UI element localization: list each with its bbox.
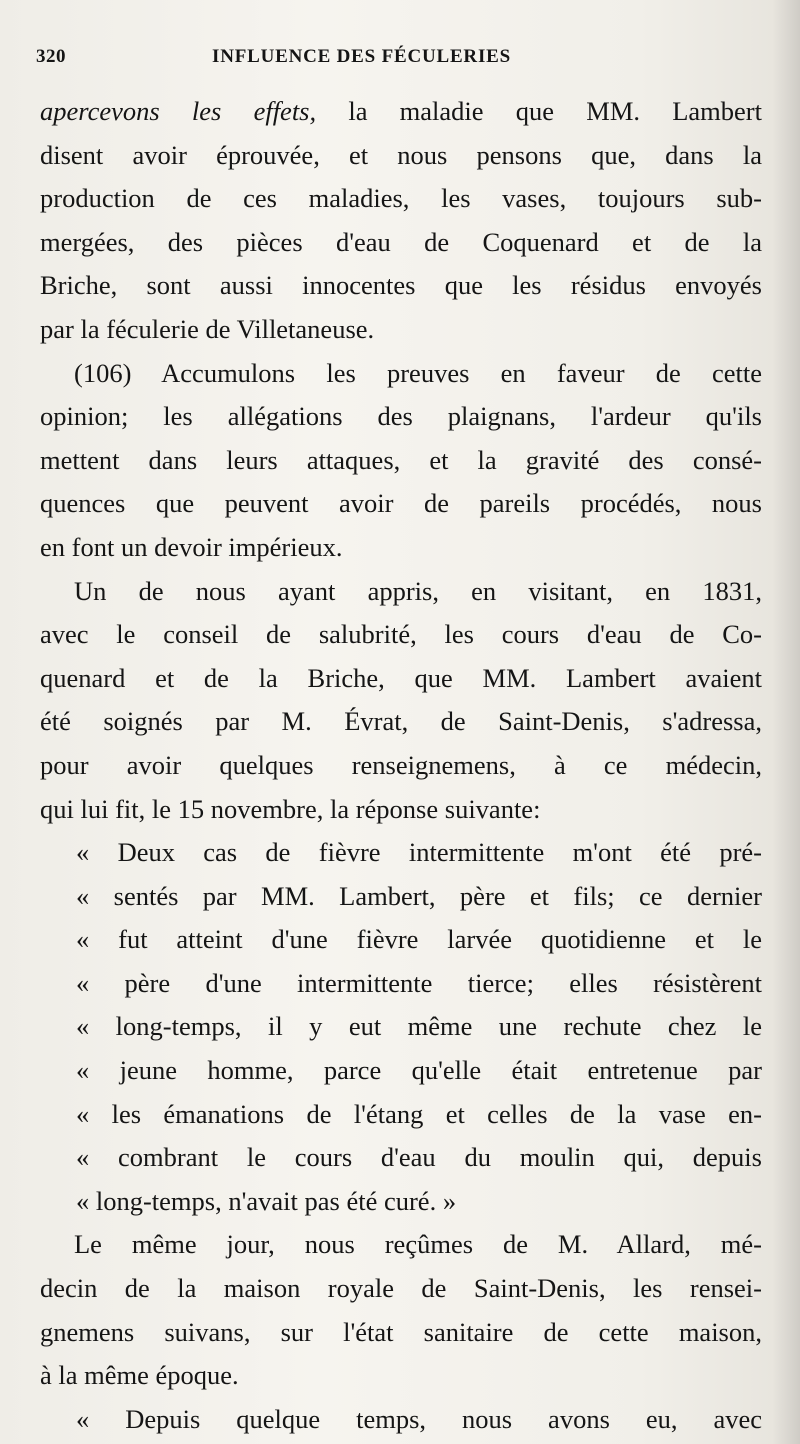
line-text: « long-temps, il y eut même une rechute chez le	[76, 1011, 762, 1042]
text-line	[40, 439, 762, 483]
line-text: « combrant le cours d'eau du moulin qui, depuis	[76, 1142, 762, 1173]
text-line	[40, 264, 762, 308]
line-text: été soignés par M. Évrat, de Saint-Denis, s'adressa,	[40, 706, 762, 737]
line-text: opinion; les allégations des plaignans, l'ardeur qu'ils	[40, 401, 762, 432]
running-head: INFLUENCE DES FÉCULERIES	[212, 46, 511, 67]
line-text: pour avoir quelques renseignemens, à ce médecin,	[40, 749, 762, 780]
line-text: qui lui fit, le 15 novembre, la réponse suivante:	[40, 793, 541, 824]
line-text: la maladie que MM. Lambert	[348, 96, 762, 126]
text-line	[40, 700, 762, 744]
text-line	[40, 1005, 762, 1049]
text-line	[40, 221, 762, 265]
text-line	[40, 570, 762, 614]
line-text: « jeune homme, parce qu'elle était entretenue par	[76, 1055, 762, 1086]
text-line	[40, 1267, 762, 1311]
line-text: « père d'une intermittente tierce; elles résistèrent	[76, 967, 762, 998]
line-text: « long-temps, n'avait pas été curé. »	[76, 1185, 457, 1216]
line-text: en font un devoir impérieux.	[40, 531, 343, 562]
line-text: « Deux cas de fièvre intermittente m'ont été pré-	[76, 837, 762, 868]
line-text: avec le conseil de salubrité, les cours d'eau de Co-	[40, 619, 762, 650]
text-line	[40, 1180, 762, 1224]
text-line	[40, 788, 762, 832]
line-text: quences que peuvent avoir de pareils procédés, nous	[40, 488, 762, 519]
line-text: mettent dans leurs attaques, et la gravité des consé-	[40, 444, 762, 475]
text-line	[40, 1136, 762, 1180]
italic-lead: apercevons les effets,	[40, 96, 349, 126]
line-text: Le même jour, nous reçûmes de M. Allard, mé-	[74, 1229, 762, 1260]
line-text: Un de nous ayant appris, en visitant, en 1831,	[74, 575, 762, 606]
line-text: « les émanations de l'étang et celles de la vase en-	[76, 1098, 762, 1129]
text-line	[40, 918, 762, 962]
page-header	[36, 46, 756, 76]
line-text: « fut atteint d'une fièvre larvée quotidienne et le	[76, 924, 762, 955]
line-text: production de ces maladies, les vases, toujours sub-	[40, 183, 762, 214]
text-line	[40, 482, 762, 526]
text-line	[40, 1311, 762, 1355]
text-line	[40, 526, 762, 570]
line-text: (106) Accumulons les preuves en faveur de cette	[74, 357, 762, 388]
line-text: par la féculerie de Villetaneuse.	[40, 313, 375, 344]
line-text: disent avoir éprouvée, et nous pensons que, dans la	[40, 139, 762, 170]
text-line	[40, 1093, 762, 1137]
text-line	[40, 744, 762, 788]
text-line	[40, 352, 762, 396]
text-line	[40, 134, 762, 178]
text-line	[40, 875, 762, 919]
text-line	[40, 308, 762, 352]
text-line	[40, 657, 762, 701]
page-number: 320	[36, 46, 66, 67]
text-line	[40, 177, 762, 221]
line-text: « sentés par MM. Lambert, père et fils; ce dernier	[76, 880, 762, 911]
text-line	[40, 962, 762, 1006]
line-text: quenard et de la Briche, que MM. Lambert avaient	[40, 662, 762, 693]
text-line	[40, 1398, 762, 1442]
line-text: « Depuis quelque temps, nous avons eu, avec	[76, 1403, 762, 1434]
text-line	[40, 395, 762, 439]
page-edge-shadow	[772, 0, 800, 1444]
line-text: decin de la maison royale de Saint-Denis, les rensei-	[40, 1273, 762, 1304]
text-line	[40, 1354, 762, 1398]
text-line	[40, 831, 762, 875]
line-text: mergées, des pièces d'eau de Coquenard et de la	[40, 226, 762, 257]
line-text: gnemens suivans, sur l'état sanitaire de cette maison,	[40, 1316, 762, 1347]
line-text: à la même époque.	[40, 1360, 239, 1391]
text-line	[40, 613, 762, 657]
text-line	[40, 90, 762, 134]
text-line	[40, 1223, 762, 1267]
body-text	[40, 90, 762, 1441]
text-line	[40, 1049, 762, 1093]
line-text: Briche, sont aussi innocentes que les résidus envoyés	[40, 270, 762, 301]
